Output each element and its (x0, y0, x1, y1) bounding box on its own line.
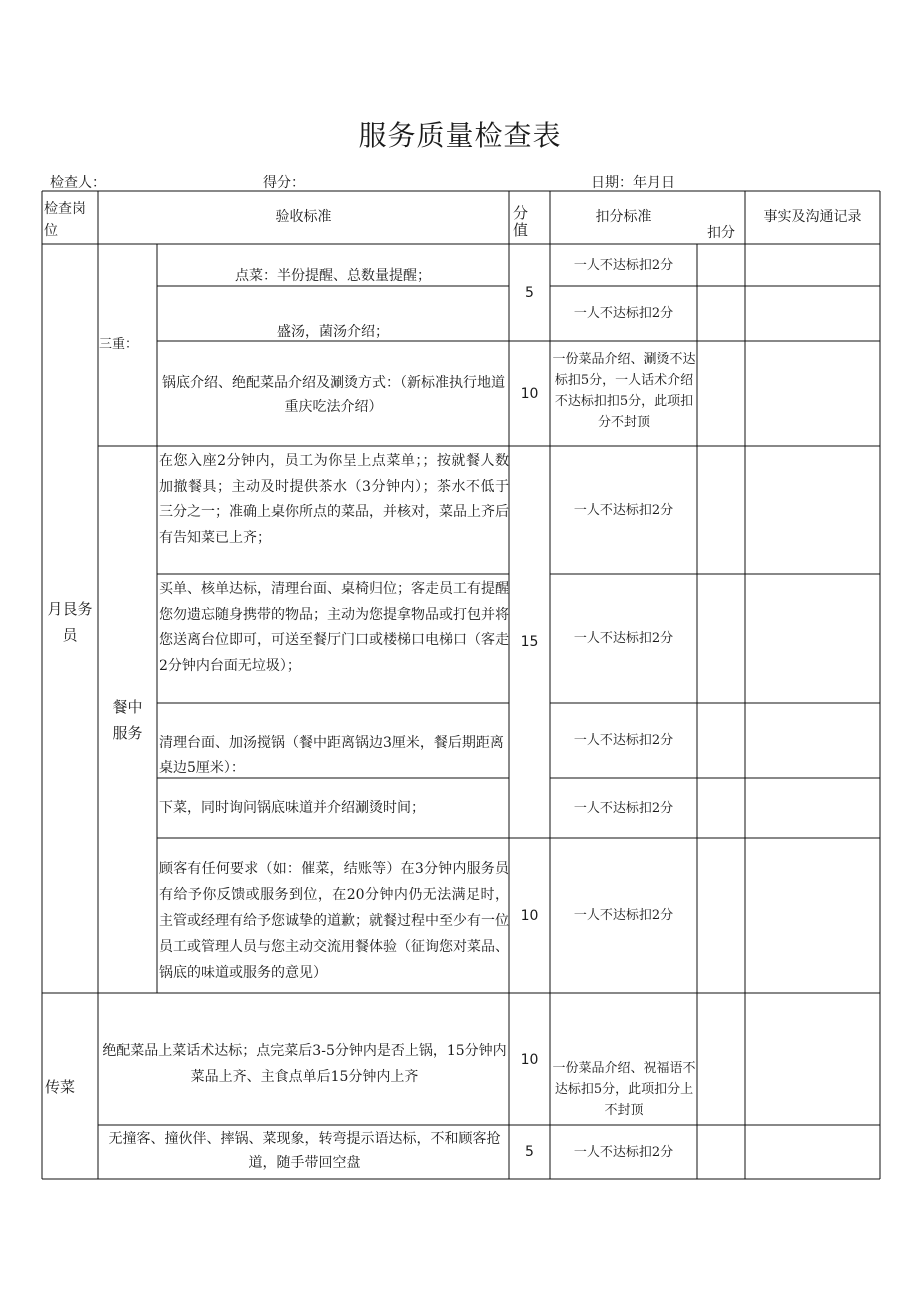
row-rule (550, 574, 697, 703)
inspector-label: 检查人： (50, 175, 106, 191)
row-rule-text: 一人不达标扣2分 (573, 631, 674, 646)
row-score (509, 1125, 550, 1179)
header-score-value (509, 205, 550, 239)
group-label-waiter-line1: 月艮务 (47, 600, 93, 618)
row-score-value: 10 (520, 385, 539, 402)
group-label-meal-line1: 餐中 (112, 698, 143, 716)
date-label: 日期：年月日 (591, 175, 675, 191)
row-rule-text: 一人不达标扣2分 (573, 1144, 674, 1160)
row-rule (550, 703, 697, 778)
row-score (509, 1048, 550, 1072)
row-rule (550, 1125, 697, 1179)
row-score-value: 15 (520, 634, 539, 650)
header-deduction: 扣分 (707, 225, 735, 241)
header-deduction-standard: 扣分标准 (595, 209, 652, 225)
group-label-three-heavy: 三重： (99, 337, 139, 352)
row-rule (550, 244, 697, 286)
row-standard: 锅底介绍、绝配菜品介绍及涮烫方式：（新标准执行地道重庆吃法介绍） (162, 375, 505, 415)
row-rule: 一份菜品介绍、祝福语不达标扣5分，此项扣分上不封顶 (552, 1061, 696, 1118)
header-position (42, 198, 98, 242)
row-score-value: 10 (520, 907, 539, 924)
row-standard: 点菜：半份提醒、总数量提醒； (235, 268, 431, 284)
row-standard: 盛汤，菌汤介绍； (277, 324, 389, 340)
page-title: 服务质量检查表 (358, 119, 562, 152)
header-score-line2: 值 (513, 221, 529, 239)
row-rule-text: 一人不达标扣2分 (573, 502, 674, 518)
row-rule: 一份菜品介绍、涮烫不达标扣5分，一人话术介绍不达标扣扣5分，此项扣分不封顶 (552, 352, 696, 430)
header-position-line2: 位 (44, 223, 58, 239)
row-standard: 在您入座2分钟内，员工为你呈上点菜单；；按就餐人数加撤餐具；主动及时提供茶水（3分钟内）；茶水不低于三分之一；准确上桌你所点的菜品，并核对，菜品上齐后有告知菜已上齐； (159, 453, 509, 546)
group-label-meal-service (98, 694, 157, 746)
row-rule-text: 一人不达标扣2分 (573, 257, 674, 273)
header-standard: 验收标准 (275, 209, 332, 225)
row-rule-text: 一人不达标扣2分 (573, 733, 674, 748)
row-score (509, 341, 550, 446)
row-rule (550, 446, 697, 574)
row-rule-text: 一人不达标扣2分 (573, 908, 674, 923)
row-score-value: 5 (525, 1144, 534, 1160)
row-standard: 绝配菜品上菜话术达标；点完菜后3-5分钟内是否上锅，15分钟内菜品上齐、主食点单后15分钟内上齐 (102, 1043, 507, 1085)
header-record: 事实及沟通记录 (763, 209, 862, 225)
group-label-delivery: 传菜 (45, 1078, 76, 1096)
row-standard-text: 下菜，同时询问锅底味道并介绍涮烫时间； (159, 800, 425, 816)
row-rule-text: 一人不达标扣2分 (573, 306, 674, 321)
row-rule (550, 778, 697, 838)
row-standard (159, 778, 509, 838)
row-standard: 清理台面、加汤搅锅（餐中距离锅边3厘米，餐后期距离桌边5厘米）： (159, 735, 504, 776)
row-score-value: 5 (525, 284, 534, 301)
header-position-line1: 检查岗 (44, 201, 86, 217)
row-rule (550, 286, 697, 341)
row-rule-text: 一人不达标扣2分 (573, 800, 674, 816)
row-rule (550, 838, 697, 993)
row-score-value: 10 (520, 1052, 539, 1068)
row-standard: 无撞客、撞伙伴、摔锅、菜现象，转弯提示语达标，不和顾客抢道，随手带回空盘 (108, 1131, 501, 1171)
header-score-line1: 分 (513, 204, 529, 222)
row-standard: 买单、核单达标，清理台面、桌椅归位；客走员工有提醒您勿遗忘随身携带的物品；主动为您提拿物品或打包并将您送离台位即可，可送至餐厅门口或楼梯口电梯口（客走2分钟内台面无垃圾）； (159, 581, 509, 674)
score-label: 得分： (263, 175, 305, 191)
group-label-waiter-line2: 员 (62, 626, 78, 644)
row-standard: 顾客有任何要求（如：催菜，结账等）在3分钟内服务员有给予你反馈或服务到位，在20分钟内仍无法满足时，主管或经理有给予您诚挚的道歉；就餐过程中至少有一位员工或管理人员与您主动交流用餐体验（征询您对菜品、锅底的味道或服务的意见） (159, 861, 509, 981)
row-score (509, 446, 550, 838)
group-label-waiter (42, 596, 98, 648)
row-score (509, 244, 550, 341)
row-score (509, 838, 550, 993)
group-label-meal-line2: 服务 (112, 724, 143, 742)
